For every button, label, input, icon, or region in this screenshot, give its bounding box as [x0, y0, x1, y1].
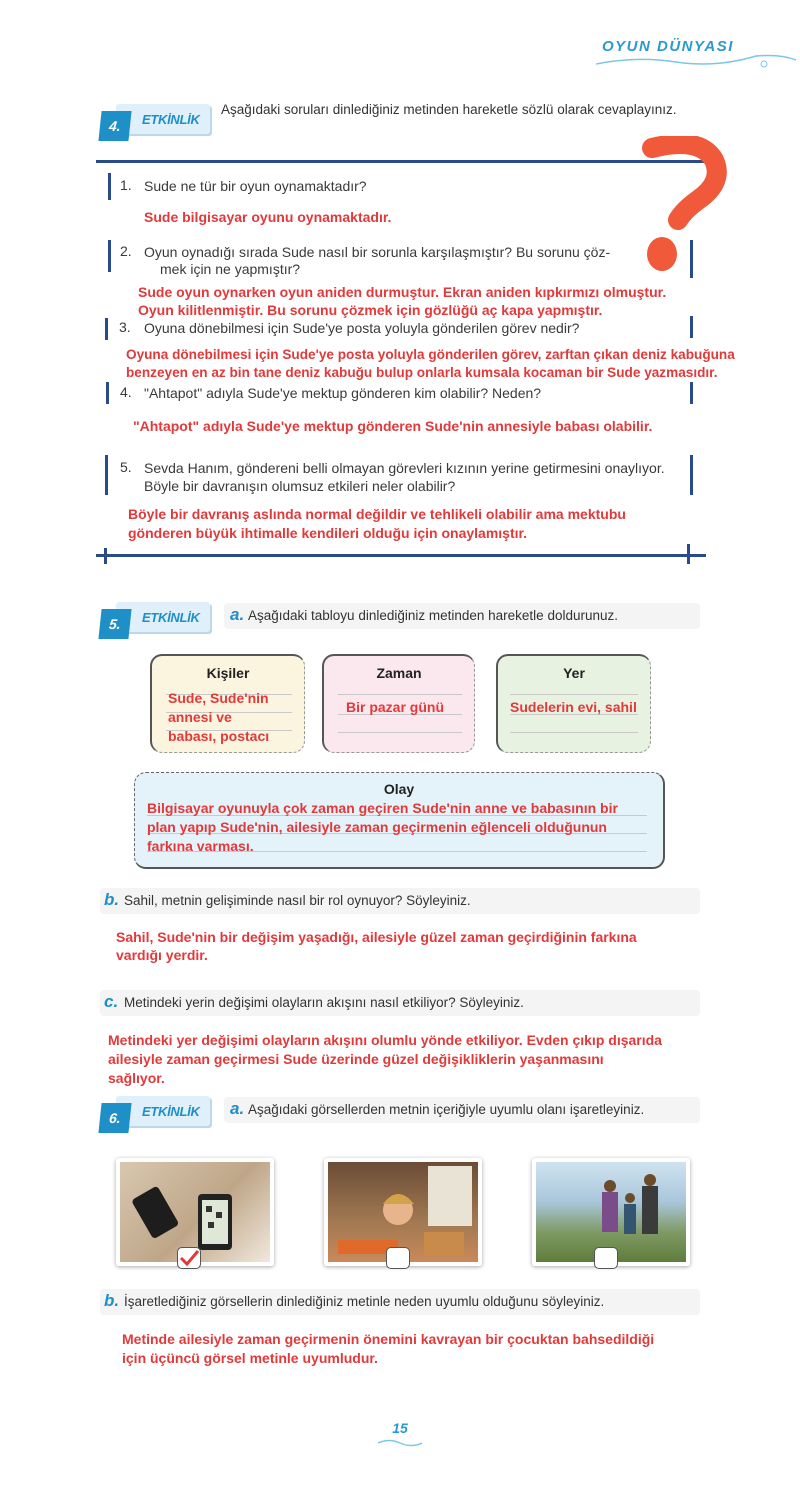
item-letter: b. [104, 890, 120, 909]
instruction-text: Aşağıdaki görsellerden metnin içeriğiyle uyumlu olanı işaretleyiniz. [248, 1102, 645, 1117]
olay-answer: Bilgisayar oyunuyla çok zaman geçiren Sude'nin anne ve babasının bir [147, 800, 618, 816]
item-letter: c. [104, 992, 119, 1011]
question-number: 4. [120, 384, 132, 400]
question-number: 1. [120, 177, 132, 193]
activity-label: ETKİNLİK [142, 610, 200, 625]
wave-underline-icon [378, 1438, 422, 1448]
card-yer [496, 654, 651, 753]
activity-number: 5. [98, 609, 131, 639]
question-number: 2. [120, 243, 132, 259]
question-text: Oyuna dönebilmesi için Sude'ye posta yoluyla gönderilen görev nedir? [144, 320, 580, 336]
card-answer: Sude, Sude'nin [168, 690, 269, 706]
image-checkbox-1[interactable] [177, 1247, 201, 1269]
section-header [596, 34, 796, 74]
instruction-text: Sahil, metnin gelişiminde nasıl bir rol oynuyor? Söyleyiniz. [124, 893, 471, 908]
checkmark-icon [178, 1248, 200, 1268]
answer-text: vardığı yerdir. [116, 947, 208, 963]
left-bar [104, 548, 107, 564]
card-line [338, 732, 462, 733]
olay-answer: plan yapıp Sude'nin, ailesiyle zaman geçirmenin eğlenceli olduğunun [147, 819, 607, 835]
card-olay [134, 772, 665, 869]
card-title: Olay [383, 781, 415, 797]
item-letter: a. [230, 605, 245, 624]
question-mark-icon [640, 136, 730, 276]
card-title: Zaman [376, 665, 422, 681]
q-bar [105, 318, 108, 340]
answer-text: gönderen büyük ihtimalle kendileri olduğu için onaylamıştır. [128, 525, 528, 541]
card-answer: Bir pazar günü [346, 699, 445, 715]
question-text: Böyle bir davranışın olumsuz etkileri neler olabilir? [144, 478, 456, 494]
activity-5-badge [100, 602, 220, 636]
right-bar [687, 544, 690, 564]
q-bar-right [690, 455, 693, 495]
activity-4-instruction: Aşağıdaki soruları dinlediğiniz metinden hareketle sözlü olarak cevaplayınız. [221, 102, 677, 117]
q-bar [108, 173, 111, 200]
item-letter: a. [230, 1099, 245, 1118]
answer-text: Oyun kilitlenmiştir. Bu sorunu çözmek için gözlüğü aç kapa yapmıştır. [138, 302, 603, 318]
olay-answer: farkına varması. [147, 838, 254, 854]
card-answer: Sudelerin evi, sahil [510, 699, 637, 715]
activity-label: ETKİNLİK [142, 112, 200, 127]
instruction-text: Aşağıdaki tabloyu dinlediğiniz metinden hareketle doldurunuz. [248, 608, 618, 623]
answer-text: benzeyen en az bin tane deniz kabuğu bulup onlarla kumsala kocaman bir Sude yazmasıdır. [126, 365, 718, 380]
card-line [510, 694, 638, 695]
q-bar [105, 455, 108, 495]
question-number: 5. [120, 459, 132, 475]
q-bar-right [690, 316, 693, 338]
instruction-b-box [100, 1289, 700, 1315]
instruction-b-box [100, 888, 700, 914]
question-text: Oyun oynadığı sırada Sude nasıl bir sorunla karşılaşmıştır? Bu sorunu çöz- [144, 244, 611, 260]
q-bar [108, 240, 111, 272]
question-text: Sude ne tür bir oyun oynamaktadır? [144, 178, 367, 194]
answer-text: "Ahtapot" adıyla Sude'ye mektup gönderen Sude'nin annesiyle babası olabilir. [133, 418, 653, 434]
activity-6-badge [100, 1096, 220, 1130]
answer-text: Böyle bir davranış aslında normal değildir ve tehlikeli olabilir ama mektubu [128, 506, 626, 522]
answer-text: Metinde ailesiyle zaman geçirmenin önemini kavrayan bir çocuktan bahsedildiği [122, 1331, 655, 1347]
answer-text: Sude oyun oynarken oyun aniden durmuştur. Ekran aniden kıpkırmızı olmuştur. [138, 284, 667, 300]
q-bar-right [690, 382, 693, 404]
instruction-text: İşaretlediğiniz görsellerin dinlediğiniz metinle neden uyumlu olduğunu söyleyiniz. [124, 1294, 605, 1309]
image-checkbox-2[interactable] [386, 1247, 410, 1269]
answer-text: Metindeki yer değişimi olayların akışını olumlu yönde etkiliyor. Evden çıkıp dışarıda [108, 1032, 662, 1048]
instruction-c-box [100, 990, 700, 1016]
answer-text: Sahil, Sude'nin bir değişim yaşadığı, ailesiyle güzel zaman geçirdiğinin farkına [116, 929, 637, 945]
instruction-a-box [224, 1097, 700, 1123]
q-bar-right [690, 240, 693, 278]
card-title: Yer [563, 665, 585, 681]
card-answer: babası, postacı [168, 728, 270, 744]
card-line [338, 694, 462, 695]
answer-text: Sude bilgisayar oyunu oynamaktadır. [144, 209, 392, 225]
activity-4-badge [100, 104, 220, 138]
question-number: 3. [119, 319, 131, 335]
card-answer: annesi ve [168, 709, 232, 725]
instruction-a-box [224, 603, 700, 629]
image-checkbox-3[interactable] [594, 1247, 618, 1269]
instruction-text: Metindeki yerin değişimi olayların akışını nasıl etkiliyor? Söyleyiniz. [124, 995, 524, 1010]
wave-decoration-icon [596, 34, 796, 74]
activity-number: 4. [98, 111, 131, 141]
card-line [510, 732, 638, 733]
answer-text: ailesiyle zaman geçirmesi Sude üzerinde güzel değişikliklerin yaşanmasını [108, 1051, 604, 1067]
activity-number: 6. [98, 1103, 131, 1133]
answer-text: için üçüncü görsel metinle uyumludur. [122, 1350, 378, 1366]
question-text: Sevda Hanım, göndereni belli olmayan görevleri kızının yerine getirmesini onaylıyor. [144, 460, 665, 476]
question-text: mek için ne yapmıştır? [160, 261, 301, 277]
answer-text: sağlıyor. [108, 1070, 165, 1086]
top-rule [96, 160, 706, 163]
item-letter: b. [104, 1291, 120, 1310]
page-number-text: 15 [392, 1420, 408, 1436]
q-bar [106, 382, 109, 404]
card-title: Kişiler [206, 665, 250, 681]
section-title: OYUN DÜNYASI [602, 38, 734, 55]
card-zaman [322, 654, 475, 753]
activity-label: ETKİNLİK [142, 1104, 200, 1119]
answer-text: Oyuna dönebilmesi için Sude'ye posta yoluyla gönderilen görev, zarftan çıkan deniz kabuğuna [126, 347, 735, 362]
bottom-rule [96, 554, 706, 557]
question-text: "Ahtapot" adıyla Sude'ye mektup gönderen kim olabilir? Neden? [144, 385, 542, 401]
page-number [378, 1420, 422, 1450]
card-kisiler [150, 654, 305, 753]
